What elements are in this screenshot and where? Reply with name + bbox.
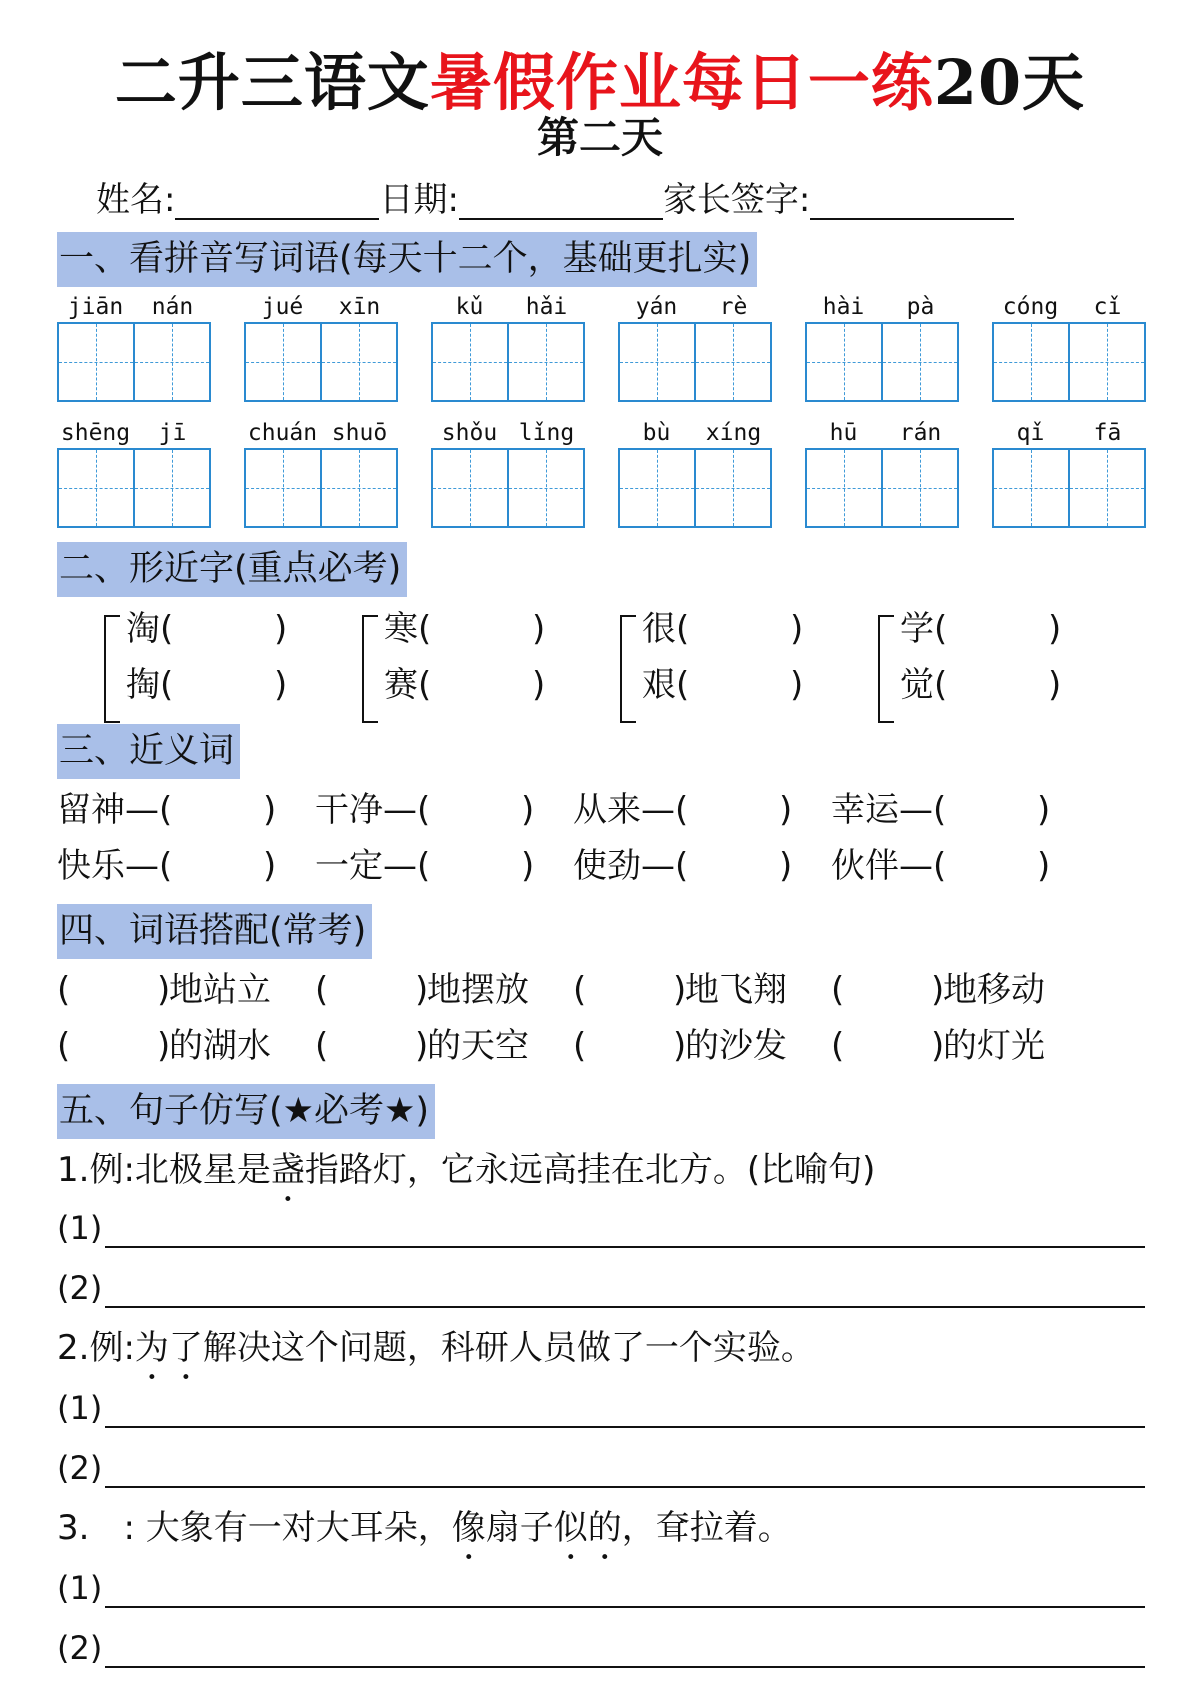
section-5-heading: 五、句子仿写(★必考★) — [57, 1084, 435, 1139]
answer-rule — [105, 1246, 1145, 1248]
grid-guide — [359, 324, 360, 400]
pinyin-text: jī — [158, 420, 187, 446]
synonym-item: 幸运—( — [831, 790, 947, 830]
tianzige-square[interactable] — [807, 324, 883, 400]
synonym-item: 干净—( — [315, 790, 431, 830]
bracket — [878, 615, 894, 723]
pinyin-text: rán — [899, 420, 942, 446]
tianzige-square[interactable] — [322, 450, 396, 526]
q3-prefix: 3. : 大象有一对大耳朵， — [57, 1508, 452, 1548]
answer-line-3-1[interactable] — [57, 1566, 102, 1610]
pinyin-text: lǐng — [518, 420, 575, 446]
parent-signature-blank[interactable] — [810, 178, 1014, 220]
similar-char-pair — [620, 607, 880, 727]
similar-char: 寒( — [384, 609, 432, 649]
grid-guide — [844, 450, 845, 526]
similar-char: 淘( — [126, 609, 174, 649]
tianzige-square[interactable] — [883, 450, 957, 526]
answer-paren-close[interactable]: ) — [779, 790, 793, 830]
answer-paren-open[interactable]: ( — [831, 1026, 845, 1066]
answer-paren-close[interactable]: ) — [532, 609, 546, 649]
writing-grid[interactable] — [431, 448, 585, 528]
answer-label: (2) — [57, 1449, 103, 1487]
answer-rule — [105, 1606, 1145, 1608]
answer-label: (2) — [57, 1269, 103, 1307]
grid-guide — [733, 450, 734, 526]
grid-guide — [1107, 324, 1108, 400]
answer-paren-close[interactable]: ) — [779, 846, 793, 886]
grid-guide — [1107, 450, 1108, 526]
collocation-word: 地飞翔 — [685, 970, 787, 1010]
similar-char: 觉( — [900, 665, 948, 705]
pinyin-text: xīn — [338, 294, 381, 320]
bracket — [620, 615, 636, 723]
answer-paren-close[interactable]: ) — [415, 970, 429, 1010]
sentence-example-3 — [57, 1506, 792, 1568]
grid-guide — [359, 450, 360, 526]
pinyin-text: shēng — [60, 420, 131, 446]
q3-suffix: ，耷拉着。 — [621, 1508, 792, 1548]
grid-guide — [920, 324, 921, 400]
grid-guide — [172, 324, 173, 400]
pinyin-text: pà — [906, 294, 935, 320]
section-3-heading: 三、近义词 — [57, 724, 240, 779]
pinyin-text: cóng — [1002, 294, 1059, 320]
similar-char: 赛( — [384, 665, 432, 705]
tianzige-square[interactable] — [246, 324, 322, 400]
grid-guide — [96, 450, 97, 526]
writing-grid[interactable] — [805, 448, 959, 528]
similar-char: 掏( — [126, 665, 174, 705]
synonym-item: 留神—( — [57, 790, 173, 830]
grid-guide — [920, 450, 921, 526]
grid-guide — [172, 450, 173, 526]
answer-paren-close[interactable]: ) — [274, 665, 288, 705]
pinyin-text: qǐ — [1016, 420, 1045, 446]
date-blank[interactable] — [459, 178, 663, 220]
title-red-part: 暑假作业每日一练 — [429, 46, 934, 119]
pinyin-text: xíng — [705, 420, 762, 446]
pinyin-text: jué — [261, 294, 304, 320]
q1-emphasis: 盏 — [270, 1150, 305, 1190]
collocation-word: 的沙发 — [685, 1026, 787, 1066]
bracket — [362, 615, 378, 723]
pinyin-text: fā — [1093, 420, 1122, 446]
collocation-word: 的灯光 — [943, 1026, 1045, 1066]
q1-suffix: 指路灯，它永远高挂在北方。(比喻句) — [304, 1150, 876, 1190]
answer-line-3-2[interactable] — [57, 1626, 102, 1670]
answer-paren-close[interactable]: ) — [263, 846, 277, 886]
tianzige-square[interactable] — [433, 324, 509, 400]
similar-char-pair — [362, 607, 622, 727]
page-title — [0, 48, 1200, 118]
tianzige-square[interactable] — [59, 324, 135, 400]
tianzige-square[interactable] — [994, 324, 1070, 400]
collocation-word: 的天空 — [427, 1026, 529, 1066]
synonym-item: 伙伴—( — [831, 846, 947, 886]
synonym-item: 使劲—( — [573, 846, 689, 886]
section-4-heading: 四、词语搭配(常考) — [57, 904, 372, 959]
q2-prefix: 2.例: — [57, 1328, 135, 1368]
q3-emphasis-2: 似的 — [553, 1508, 622, 1548]
tianzige-square[interactable] — [1070, 450, 1144, 526]
answer-paren-close[interactable]: ) — [157, 970, 171, 1010]
title-black-part: 二升三语文 — [114, 46, 430, 119]
answer-paren-open[interactable]: ( — [315, 1026, 329, 1066]
tianzige-square[interactable] — [59, 450, 135, 526]
writing-grid[interactable] — [57, 322, 211, 402]
name-label: 姓名: — [96, 180, 176, 220]
answer-paren-close[interactable]: ) — [673, 1026, 687, 1066]
answer-paren-open[interactable]: ( — [573, 970, 587, 1010]
answer-rule — [105, 1306, 1145, 1308]
day-subtitle: 第二天 — [536, 113, 663, 162]
grid-guide — [283, 450, 284, 526]
tianzige-square[interactable] — [509, 450, 583, 526]
tianzige-square[interactable] — [620, 450, 696, 526]
pinyin-text: kǔ — [455, 294, 484, 320]
tianzige-square[interactable] — [696, 450, 770, 526]
answer-paren-close[interactable]: ) — [931, 1026, 945, 1066]
answer-paren-close[interactable]: ) — [521, 790, 535, 830]
sentence-example-1 — [57, 1148, 875, 1210]
grid-guide — [470, 324, 471, 400]
similar-char-pair — [104, 607, 364, 727]
answer-paren-close[interactable]: ) — [274, 609, 288, 649]
answer-paren-close[interactable]: ) — [157, 1026, 171, 1066]
grid-guide — [657, 450, 658, 526]
answer-paren-close[interactable]: ) — [532, 665, 546, 705]
grid-guide — [546, 450, 547, 526]
q1-prefix: 1.例:北极星是 — [57, 1150, 271, 1190]
grid-guide — [470, 450, 471, 526]
writing-grid[interactable] — [431, 322, 585, 402]
q2-emphasis: 为了 — [134, 1328, 203, 1368]
grid-guide — [1031, 324, 1032, 400]
tianzige-square[interactable] — [135, 324, 209, 400]
writing-grid[interactable] — [618, 322, 772, 402]
tianzige-square[interactable] — [696, 324, 770, 400]
answer-paren-open[interactable]: ( — [57, 1026, 71, 1066]
q2-suffix: 解决这个问题，科研人员做了一个实验。 — [202, 1328, 815, 1368]
answer-label: (1) — [57, 1389, 103, 1427]
answer-line-2-2[interactable] — [57, 1446, 102, 1490]
tianzige-square[interactable] — [620, 324, 696, 400]
tianzige-square[interactable] — [246, 450, 322, 526]
answer-paren-close[interactable]: ) — [1037, 846, 1051, 886]
writing-grid[interactable] — [618, 448, 772, 528]
pinyin-text: hū — [829, 420, 858, 446]
q3-mid: 扇子 — [485, 1508, 554, 1548]
answer-paren-close[interactable]: ) — [1037, 790, 1051, 830]
collocation-word: 地摆放 — [427, 970, 529, 1010]
collocation-word: 地移动 — [943, 970, 1045, 1010]
answer-label: (1) — [57, 1569, 103, 1607]
sentence-example-2 — [57, 1326, 815, 1388]
pinyin-text: chuán — [247, 420, 318, 446]
answer-paren-open[interactable]: ( — [831, 970, 845, 1010]
answer-rule — [105, 1666, 1145, 1668]
answer-paren-close[interactable]: ) — [931, 970, 945, 1010]
pinyin-text: yán — [635, 294, 678, 320]
answer-paren-close[interactable]: ) — [790, 609, 804, 649]
answer-paren-close[interactable]: ) — [1048, 665, 1062, 705]
answer-rule — [105, 1486, 1145, 1488]
tianzige-square[interactable] — [433, 450, 509, 526]
grid-guide — [96, 324, 97, 400]
grid-guide — [546, 324, 547, 400]
writing-grid[interactable] — [244, 448, 398, 528]
writing-grid[interactable] — [244, 322, 398, 402]
answer-paren-close[interactable]: ) — [415, 1026, 429, 1066]
answer-paren-close[interactable]: ) — [263, 790, 277, 830]
tianzige-square[interactable] — [322, 324, 396, 400]
pinyin-text: shǒu — [441, 420, 498, 446]
answer-paren-close[interactable]: ) — [790, 665, 804, 705]
tianzige-square[interactable] — [994, 450, 1070, 526]
answer-label: (1) — [57, 1209, 103, 1247]
bracket — [104, 615, 120, 723]
pinyin-text: hǎi — [525, 294, 568, 320]
synonym-item: 一定—( — [315, 846, 431, 886]
writing-grid[interactable] — [992, 448, 1146, 528]
pinyin-text: cǐ — [1093, 294, 1122, 320]
tianzige-square[interactable] — [1070, 324, 1144, 400]
pinyin-text: hài — [822, 294, 865, 320]
section-1-heading: 一、看拼音写词语(每天十二个，基础更扎实) — [57, 232, 757, 287]
pinyin-text: jiān — [67, 294, 124, 320]
synonym-item: 快乐—( — [57, 846, 173, 886]
name-blank[interactable] — [175, 178, 379, 220]
answer-paren-open[interactable]: ( — [315, 970, 329, 1010]
answer-label: (2) — [57, 1629, 103, 1667]
collocation-word: 的湖水 — [169, 1026, 271, 1066]
grid-guide — [733, 324, 734, 400]
title-end-part: 20天 — [933, 46, 1086, 119]
answer-paren-close[interactable]: ) — [521, 846, 535, 886]
tianzige-square[interactable] — [135, 450, 209, 526]
answer-paren-open[interactable]: ( — [57, 970, 71, 1010]
parent-signature-label: 家长签字: — [662, 180, 811, 220]
tianzige-square[interactable] — [509, 324, 583, 400]
answer-rule — [105, 1426, 1145, 1428]
synonym-item: 从来—( — [573, 790, 689, 830]
grid-guide — [657, 324, 658, 400]
writing-grid[interactable] — [992, 322, 1146, 402]
writing-grid[interactable] — [57, 448, 211, 528]
grid-guide — [1031, 450, 1032, 526]
grid-guide — [844, 324, 845, 400]
pinyin-text: nán — [151, 294, 194, 320]
answer-line-1-1[interactable] — [57, 1206, 102, 1250]
tianzige-square[interactable] — [807, 450, 883, 526]
q3-emphasis: 像 — [451, 1508, 486, 1548]
pinyin-text: shuō — [331, 420, 388, 446]
similar-char: 学( — [900, 609, 948, 649]
grid-guide — [283, 324, 284, 400]
answer-paren-close[interactable]: ) — [673, 970, 687, 1010]
date-label: 日期: — [379, 180, 459, 220]
similar-char-pair — [878, 607, 1138, 727]
section-2-heading: 二、形近字(重点必考) — [57, 542, 407, 597]
similar-char: 艰( — [642, 665, 690, 705]
collocation-word: 地站立 — [169, 970, 271, 1010]
pinyin-text: rè — [719, 294, 748, 320]
info-row — [96, 178, 1014, 226]
answer-line-1-2[interactable] — [57, 1266, 102, 1310]
answer-paren-open[interactable]: ( — [573, 1026, 587, 1066]
answer-line-2-1[interactable] — [57, 1386, 102, 1430]
tianzige-square[interactable] — [883, 324, 957, 400]
writing-grid[interactable] — [805, 322, 959, 402]
similar-char: 很( — [642, 609, 690, 649]
answer-paren-close[interactable]: ) — [1048, 609, 1062, 649]
pinyin-text: bù — [642, 420, 671, 446]
